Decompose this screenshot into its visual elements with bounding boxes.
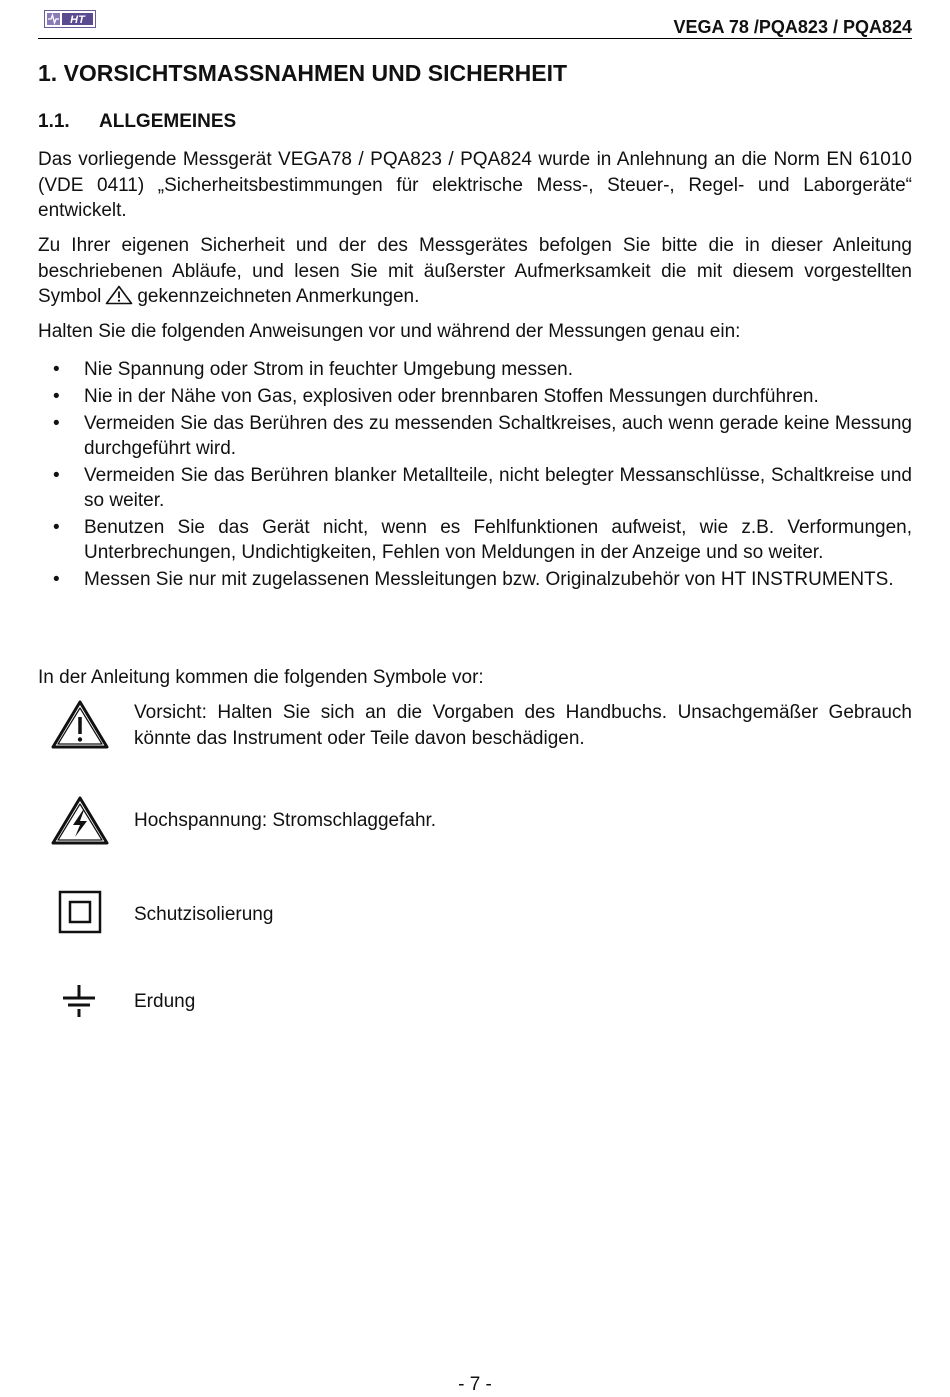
caution-triangle-icon xyxy=(51,700,109,750)
manual-page xyxy=(38,0,912,1397)
section-heading: 1. VORSICHTSMASSNAHMEN UND SICHERHEIT xyxy=(38,60,568,86)
page-header xyxy=(38,8,912,39)
page-number: - 7 - xyxy=(458,1374,492,1395)
ht-logo xyxy=(44,10,96,28)
list-item: • Vermeiden Sie das Berühren blanker Metallteile, nicht belegter Messanschlüsse, Schaltkreise und so weiter. xyxy=(38,463,912,513)
symbols-intro: In der Anleitung kommen die folgenden Symbole vor: xyxy=(38,667,484,688)
high-voltage-icon xyxy=(51,796,109,846)
list-item: • Nie in der Nähe von Gas, explosiven oder brennbaren Stoffen Messungen durchführen. xyxy=(38,384,912,409)
symbol-earth-text: Erdung xyxy=(134,991,196,1012)
instructions-intro: Halten Sie die folgenden Anweisungen vor und während der Messungen genau ein: xyxy=(38,321,741,342)
safety-paragraph-text: Zu Ihrer eigenen Sicherheit und der des Messgerätes befolgen Sie bitte die in dieser Anleitung beschriebenen Abläufe, und lesen Sie mit äußerster Aufmerksamkeit die mit diesem vorgestellten Symbol xyxy=(38,235,912,307)
list-item: • Messen Sie nur mit zugelassenen Messleitungen bzw. Originalzubehör von HT INSTRUMENTS. xyxy=(38,567,912,592)
list-item: • Vermeiden Sie das Berühren des zu messenden Schaltkreises, auch wenn gerade keine Messung durchgeführt wird. xyxy=(38,411,912,461)
list-item: • Nie Spannung oder Strom in feuchter Umgebung messen. xyxy=(38,357,912,382)
subsection-number: 1.1. xyxy=(38,111,70,132)
symbol-double-insulation-text: Schutzisolierung xyxy=(134,904,274,925)
warning-triangle-icon xyxy=(105,285,133,305)
list-item: • Benutzen Sie das Gerät nicht, wenn es Fehlfunktionen aufweist, wie z.B. Verformungen, Unterbrechungen, Undichtigkeiten, Fehlen von Meldungen in der Anzeige und so weiter. xyxy=(38,515,912,565)
document-id: VEGA 78 /PQA823 / PQA824 xyxy=(673,17,912,37)
safety-paragraph xyxy=(38,233,912,310)
intro-paragraph: Das vorliegende Messgerät VEGA78 / PQA823 / PQA824 wurde in Anlehnung an die Norm EN 61010 (VDE 0411) „Sicherheitsbestimmungen für elektrische Mess-, Steuer-, Regel- und Laborgeräte“ entwickelt. xyxy=(38,149,912,221)
symbol-high-voltage-text: Hochspannung: Stromschlaggefahr. xyxy=(134,810,437,831)
subsection-title: ALLGEMEINES xyxy=(99,111,237,132)
safety-paragraph-text-end: gekennzeichneten Anmerkungen. xyxy=(137,286,420,307)
safety-instructions-list xyxy=(38,357,912,594)
symbol-caution-text: Vorsicht: Halten Sie sich an die Vorgaben des Handbuchs. Unsachgemäßer Gebrauch könnte das Instrument oder Teile davon beschädigen. xyxy=(134,702,912,749)
earth-ground-icon xyxy=(62,985,96,1021)
svg-text:HT: HT xyxy=(70,14,85,26)
subsection-heading xyxy=(38,111,236,133)
double-insulation-icon xyxy=(58,890,102,934)
